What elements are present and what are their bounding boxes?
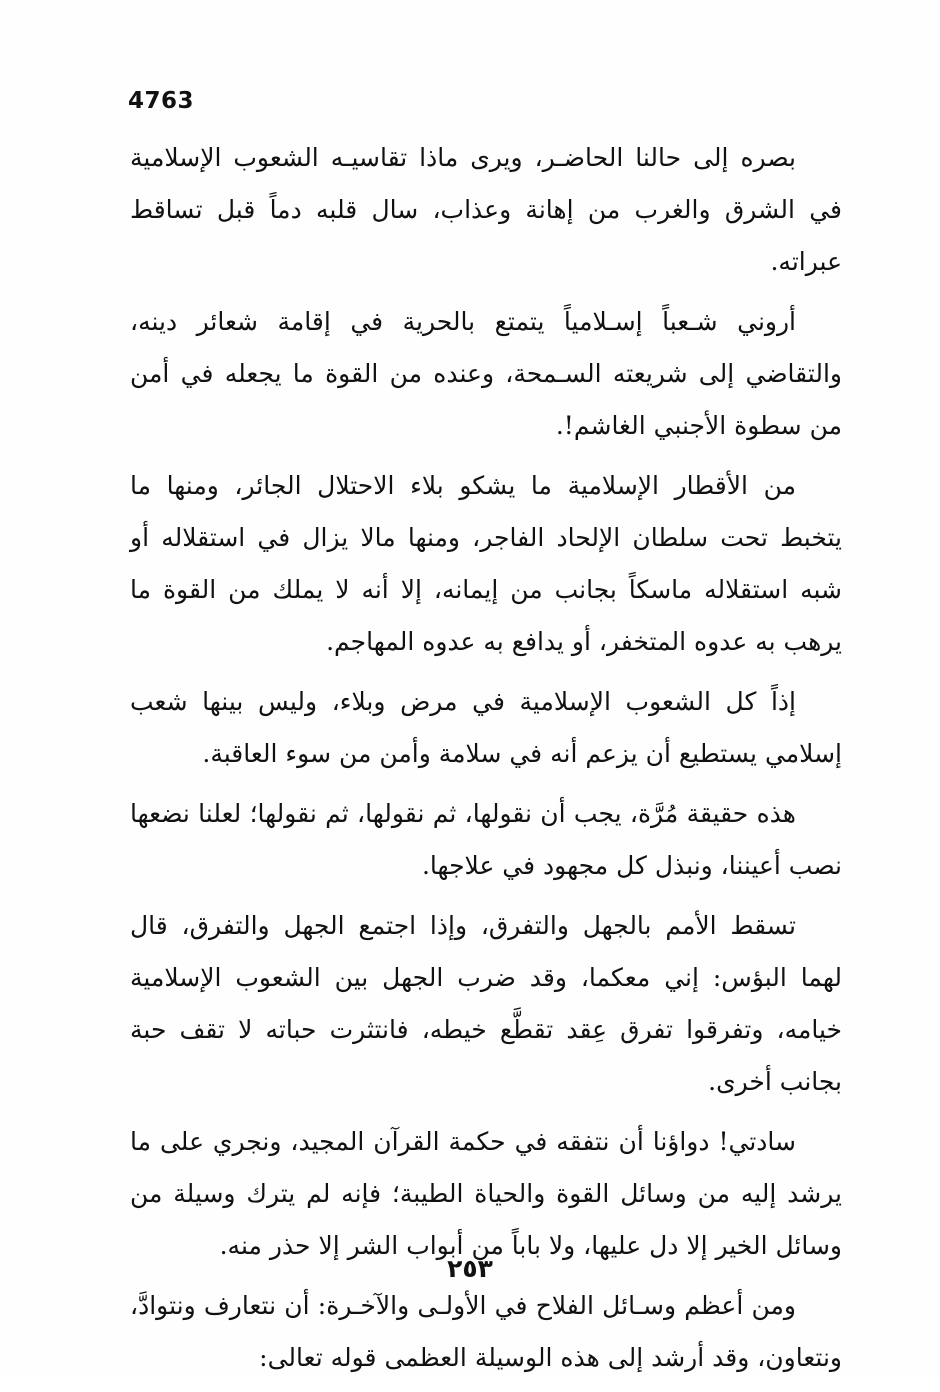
paragraph-1: بصره إلى حالنا الحاضـر، ويرى ماذا تقاسيـه الشعوب الإسلامية في الشرق والغرب من إهانة وعذاب، سال قلبه دماً قبل تساقط عبراته.	[130, 143, 842, 276]
paragraph-7: سادتي! دواؤنا أن نتفقه في حكمة القرآن المجيد، ونجري على ما يرشد إليه من وسائل القوة والحياة الطيبة؛ فإنه لم يترك وسيلة من وسائل الخير إلا دل عليها، ولا باباً من أبواب الشر إلا حذر منه.	[130, 1127, 842, 1260]
paragraph-2: أروني شـعباً إسـلامياً يتمتع بالحرية في إقامة شعائر دينه، والتقاضي إلى شريعته السـمحة، وعنده من القوة ما يجعله في أمن من سطوة الأجنبي الغاشم!.	[130, 307, 842, 440]
body-text	[130, 132, 842, 1392]
paragraph-3: من الأقطار الإسلامية ما يشكو بلاء الاحتلال الجائر، ومنها ما يتخبط تحت سلطان الإلحاد الفاجر، ومنها مالا يزال في استقلاله أو شبه استقلاله ماسكاً بجانب من إيمانه، إلا أنه لا يملك من القوة ما يرهب به عدوه المتخفر، أو يدافع به عدوه المهاجم.	[130, 471, 842, 656]
paragraph-6: تسقط الأمم بالجهل والتفرق، وإذا اجتمع الجهل والتفرق، قال لهما البؤس: إني معكما، وقد ضرب الجهل بين الشعوب الإسلامية خيامه، وتفرقوا تفرق عِقد تقطَّع خيطه، فانتثرت حباته لا تقف حبة بجانب أخرى.	[130, 911, 842, 1096]
page-code: 4763	[128, 88, 195, 114]
paragraph-5: هذه حقيقة مُرَّة، يجب أن نقولها، ثم نقولها، ثم نقولها؛ لعلنا نضعها نصب أعيننا، ونبذل كل مجهود في علاجها.	[130, 799, 842, 880]
page-number: ٢٥٣	[447, 1254, 493, 1283]
paragraph-8: ومن أعظم وسـائل الفلاح في الأولـى والآخـرة: أن نتعارف ونتوادَّ، ونتعاون، وقد أرشد إلى هذه الوسيلة العظمى قوله تعالى:	[130, 1291, 842, 1372]
paragraph-4: إذاً كل الشعوب الإسلامية في مرض وبلاء، وليس بينها شعب إسلامي يستطيع أن يزعم أنه في سلامة وأمن من سوء العاقبة.	[130, 687, 842, 768]
